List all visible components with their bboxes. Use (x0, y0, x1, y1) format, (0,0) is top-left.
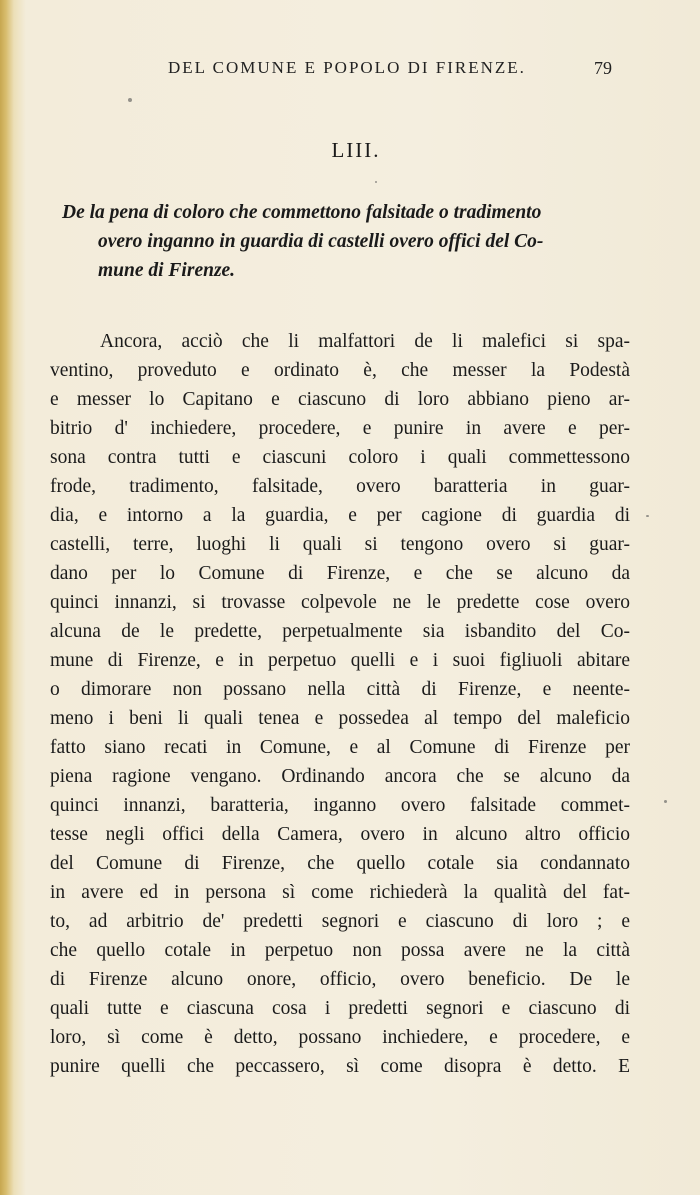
text-line: o dimorare non possano nella città di Firenze, e neente- (50, 679, 630, 700)
text-line: dia, e intorno a la guardia, e per cagione di guardia di (50, 505, 630, 526)
body-text (50, 327, 630, 1081)
text-line: alcuna de le predette, perpetualmente sia isbandito del Co- (50, 621, 630, 642)
text-line: e messer lo Capitano e ciascuno di loro abbiano pieno ar- (50, 389, 630, 410)
text-line: quinci innanzi, baratteria, inganno overo falsitade commet- (50, 795, 630, 816)
text-line: quinci innanzi, si trovasse colpevole ne le predette cose overo (50, 592, 630, 613)
paper-speck (128, 98, 132, 102)
paper-speck (375, 181, 377, 183)
text-line: mune di Firenze, e in perpetuo quelli e i suoi figliuoli abitare (50, 650, 630, 671)
text-line: ventino, proveduto e ordinato è, che messer la Podestà (50, 360, 630, 381)
text-line: sona contra tutti e ciascuni coloro i quali commettessono (50, 447, 630, 468)
running-head (0, 58, 700, 82)
text-line: to, ad arbitrio de' predetti segnori e ciascuno di loro ; e (50, 911, 630, 932)
heading-line: mune di Firenze. (98, 260, 236, 281)
text-line: frode, tradimento, falsitade, overo baratteria in guar- (50, 476, 630, 497)
paper-speck (646, 515, 649, 517)
paper-speck (664, 800, 667, 803)
text-line: dano per lo Comune di Firenze, e che se alcuno da (50, 563, 630, 584)
text-line: che quello cotale in perpetuo non possa avere ne la città (50, 940, 630, 961)
running-title: DEL COMUNE E POPOLO DI FIRENZE. (168, 58, 526, 77)
text-line: castelli, terre, luoghi li quali si tengono overo si guar- (50, 534, 630, 555)
text-line: fatto siano recati in Comune, e al Comune di Firenze per (50, 737, 630, 758)
text-line: loro, sì come è detto, possano inchiedere, e procedere, e (50, 1027, 630, 1048)
chapter-number: LIII. (331, 138, 381, 162)
chapter-heading (62, 198, 622, 285)
page-number: 79 (594, 58, 612, 78)
text-line: di Firenze alcuno onore, officio, overo beneficio. De le (50, 969, 630, 990)
heading-line: overo inganno in guardia di castelli overo offici del Co- (98, 231, 544, 252)
text-line: quali tutte e ciascuna cosa i predetti segnori e ciascuno di (50, 998, 630, 1019)
text-line: Ancora, acciò che li malfattori de li malefici si spa- (100, 331, 630, 352)
text-line: del Comune di Firenze, che quello cotale sia condannato (50, 853, 630, 874)
heading-line: De la pena di coloro che commettono falsitade o tradimento (62, 202, 542, 223)
text-line: piena ragione vengano. Ordinando ancora che se alcuno da (50, 766, 630, 787)
text-line: punire quelli che peccassero, sì come disopra è detto. E (50, 1056, 630, 1077)
text-line: in avere ed in persona sì come richiederà la qualità del fat- (50, 882, 630, 903)
text-line: bitrio d' inchiedere, procedere, e punire in avere e per- (50, 418, 630, 439)
text-line: meno i beni li quali tenea e possedea al tempo del maleficio (50, 708, 630, 729)
text-line: tesse negli offici della Camera, overo in alcuno altro officio (50, 824, 630, 845)
